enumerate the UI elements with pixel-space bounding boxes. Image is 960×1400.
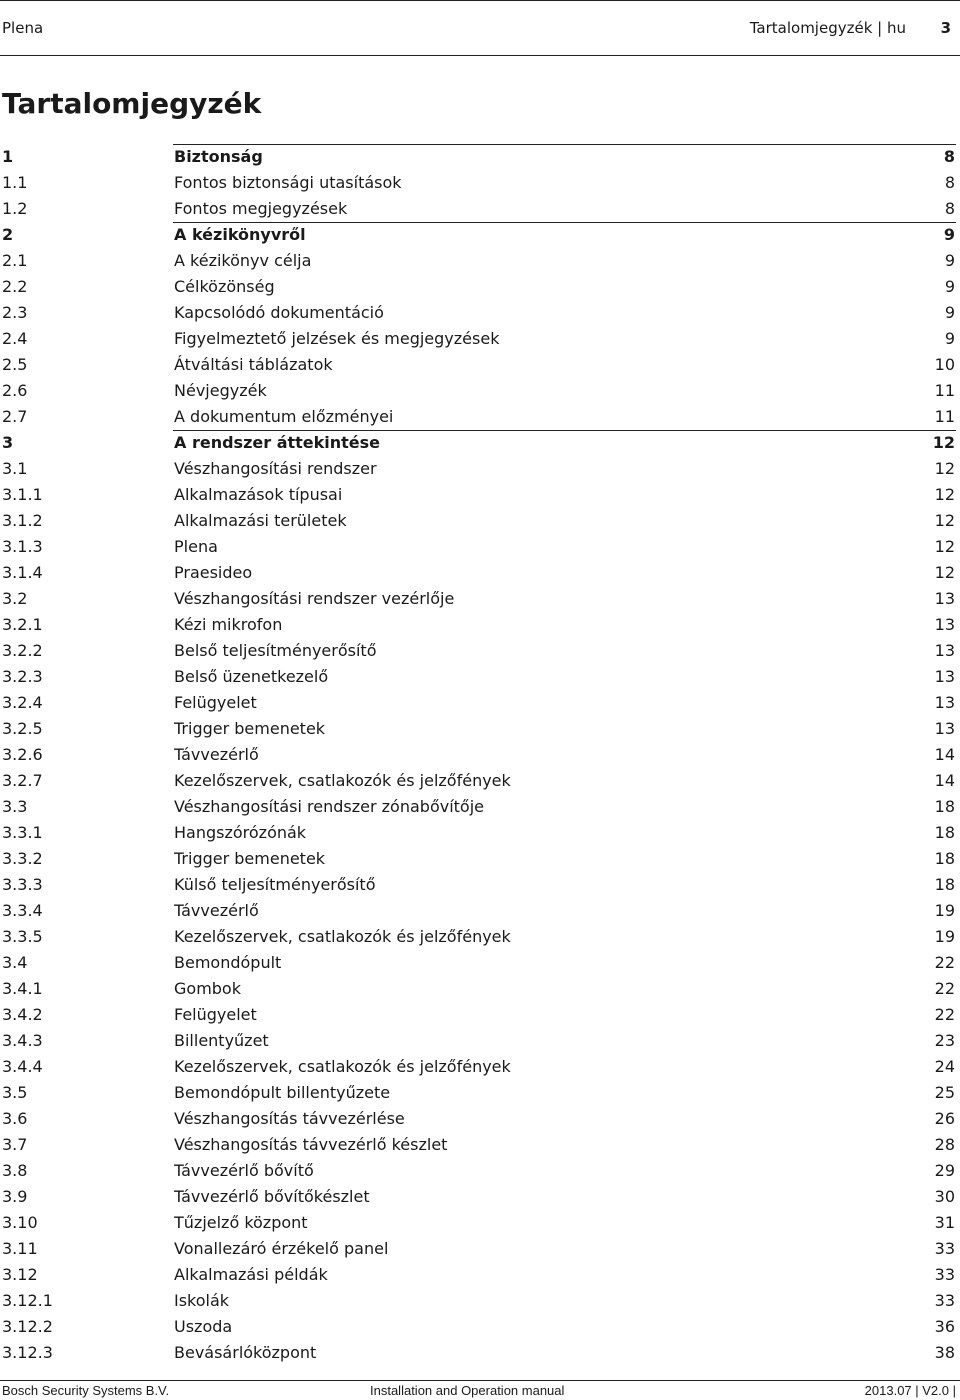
toc-entry-number: 3.2.3 (2, 667, 43, 686)
toc-entry-title: A rendszer áttekintése (174, 433, 381, 452)
toc-entry-title: Külső teljesítményerősítő (174, 875, 376, 894)
toc-entry-title: Uszoda (174, 1317, 233, 1336)
toc-entry-page: 18 (934, 849, 955, 868)
toc-entry[interactable] (0, 1314, 960, 1340)
toc-entry-page: 25 (934, 1083, 955, 1102)
toc-entry-page: 12 (934, 563, 955, 582)
toc-entry-title: Vészhangosítási rendszer (174, 459, 377, 478)
toc-entry-number: 3.1.1 (2, 485, 43, 504)
toc-entry-number: 3.4 (2, 953, 28, 972)
toc-entry-title: Névjegyzék (174, 381, 267, 400)
toc-entry-number: 3.1 (2, 459, 28, 478)
toc-entry-title: Trigger bemenetek (174, 849, 326, 868)
toc-entry[interactable] (0, 1106, 960, 1132)
toc-entry[interactable] (0, 144, 960, 170)
toc-entry-number: 3.4.4 (2, 1057, 43, 1076)
toc-entry-page: 9 (943, 225, 955, 244)
toc-entry-number: 2 (2, 225, 14, 244)
toc-entry-title: Célközönség (174, 277, 275, 296)
toc-entry-page: 14 (934, 745, 955, 764)
toc-entry-number: 3.1.4 (2, 563, 43, 582)
toc-entry-title: Iskolák (174, 1291, 230, 1310)
footer-version: 2013.07 | V2.0 | (864, 1383, 956, 1398)
toc-entry-title: Bemondópult billentyűzete (174, 1083, 391, 1102)
toc-entry-page: 29 (934, 1161, 955, 1180)
toc-entry-title: Biztonság (174, 147, 263, 166)
toc-entry-title: Alkalmazások típusai (174, 485, 343, 504)
toc-entry-title: Vonallezáró érzékelő panel (174, 1239, 389, 1258)
header-section-label: Tartalomjegyzék | hu (749, 19, 906, 37)
toc-entry-title: Gombok (174, 979, 241, 998)
toc-entry[interactable] (0, 1080, 960, 1106)
toc-entry-number: 3.5 (2, 1083, 28, 1102)
toc-entry[interactable] (0, 950, 960, 976)
toc-entry[interactable] (0, 1262, 960, 1288)
toc-entry-title: A kézikönyv célja (174, 251, 312, 270)
toc-entry-number: 3.3.1 (2, 823, 43, 842)
toc-entry[interactable] (0, 196, 960, 222)
toc-entry-page: 33 (934, 1291, 955, 1310)
toc-entry-number: 3.1.3 (2, 537, 43, 556)
toc-entry-page: 9 (944, 329, 955, 348)
toc-entry[interactable] (0, 430, 960, 456)
toc-entry-number: 3.3.3 (2, 875, 43, 894)
toc-entry-page: 33 (934, 1265, 955, 1284)
header-page-number: 3 (940, 19, 951, 37)
toc-entry-number: 3.12 (2, 1265, 38, 1284)
toc-entry[interactable] (0, 768, 960, 794)
toc-entry-number: 2.5 (2, 355, 28, 374)
toc-entry-title: Belső teljesítményerősítő (174, 641, 377, 660)
toc-entry-title: Alkalmazási területek (174, 511, 347, 530)
toc-entry-number: 3.2 (2, 589, 28, 608)
toc-entry-title: A kézikönyvről (174, 225, 306, 244)
toc-entry-title: Kezelőszervek, csatlakozók és jelzőfények (174, 1057, 511, 1076)
toc-entry-page: 18 (934, 875, 955, 894)
toc-entry-title: Billentyűzet (174, 1031, 269, 1050)
toc-entry-page: 38 (934, 1343, 955, 1362)
toc-entry-title: Vészhangosítás távvezérlése (174, 1109, 405, 1128)
toc-entry-number: 3.12.3 (2, 1343, 53, 1362)
toc-entry-page: 12 (932, 433, 955, 452)
toc-entry-number: 3.3.4 (2, 901, 43, 920)
toc-entry-page: 23 (934, 1031, 955, 1050)
toc-entry-title: Trigger bemenetek (174, 719, 326, 738)
toc-entry-title: Figyelmeztető jelzések és megjegyzések (174, 329, 500, 348)
toc-entry-title: Vészhangosítás távvezérlő készlet (174, 1135, 448, 1154)
toc-entry-number: 3 (2, 433, 14, 452)
toc-entry-number: 2.6 (2, 381, 28, 400)
toc-entry-title: Felügyelet (174, 693, 257, 712)
toc-entry-number: 3.2.6 (2, 745, 43, 764)
toc-entry[interactable] (0, 352, 960, 378)
toc-entry-number: 3.9 (2, 1187, 28, 1206)
toc-entry-title: Távvezérlő bővítő (174, 1161, 314, 1180)
toc-entry-page: 13 (934, 667, 955, 686)
toc-entry-page: 30 (934, 1187, 955, 1206)
toc-entry-number: 2.7 (2, 407, 28, 426)
toc-entry-title: Bemondópult (174, 953, 282, 972)
header-product-name: Plena (2, 19, 44, 37)
toc-entry-page: 22 (934, 979, 955, 998)
toc-entry-title: Átváltási táblázatok (174, 355, 333, 374)
toc-entry-title: Belső üzenetkezelő (174, 667, 329, 686)
page-footer (0, 1380, 960, 1399)
toc-entry-page: 31 (934, 1213, 955, 1232)
toc-entry[interactable] (0, 1054, 960, 1080)
toc-entry[interactable] (0, 586, 960, 612)
toc-entry[interactable] (0, 638, 960, 664)
toc-entry-title: Kézi mikrofon (174, 615, 283, 634)
toc-entry-page: 13 (934, 615, 955, 634)
toc-entry-page: 9 (944, 251, 955, 270)
toc-entry-title: Kezelőszervek, csatlakozók és jelzőfények (174, 771, 511, 790)
toc-entry-page: 9 (944, 277, 955, 296)
toc-entry-number: 1.1 (2, 173, 28, 192)
toc-entry-number: 2.2 (2, 277, 28, 296)
toc-entry[interactable] (0, 924, 960, 950)
toc-entry-number: 2.1 (2, 251, 28, 270)
toc-entry-page: 28 (934, 1135, 955, 1154)
toc-entry-title: Kapcsolódó dokumentáció (174, 303, 384, 322)
toc-entry-page: 19 (934, 901, 955, 920)
toc-entry-title: Praesideo (174, 563, 253, 582)
toc-entry-page: 11 (934, 381, 955, 400)
toc-entry[interactable] (0, 560, 960, 586)
toc-entry-number: 3.3.2 (2, 849, 43, 868)
toc-entry[interactable] (0, 456, 960, 482)
toc-entry[interactable] (0, 716, 960, 742)
toc-entry[interactable] (0, 820, 960, 846)
toc-entry-number: 3.4.3 (2, 1031, 43, 1050)
toc-entry-page: 24 (934, 1057, 955, 1076)
toc-entry-page: 9 (944, 303, 955, 322)
toc-entry-title: Vészhangosítási rendszer vezérlője (174, 589, 455, 608)
toc-entry-page: 11 (934, 407, 955, 426)
toc-entry-title: Kezelőszervek, csatlakozók és jelzőfények (174, 927, 511, 946)
toc-entry-page: 13 (934, 693, 955, 712)
toc-entry[interactable] (0, 404, 960, 430)
page-title: Tartalomjegyzék (2, 87, 262, 120)
toc-entry[interactable] (0, 1288, 960, 1314)
toc-entry-number: 3.7 (2, 1135, 28, 1154)
toc-entry-page: 12 (934, 537, 955, 556)
toc-entry[interactable] (0, 1340, 960, 1366)
page-header (0, 0, 960, 56)
toc-entry[interactable] (0, 222, 960, 248)
toc-entry[interactable] (0, 898, 960, 924)
toc-entry-page: 14 (934, 771, 955, 790)
toc-entry[interactable] (0, 846, 960, 872)
toc-entry-title: Távvezérlő (174, 901, 259, 920)
toc-entry-number: 3.12.2 (2, 1317, 53, 1336)
toc-entry-title: A dokumentum előzményei (174, 407, 394, 426)
toc-entry-title: Alkalmazási példák (174, 1265, 328, 1284)
toc-entry[interactable] (0, 612, 960, 638)
toc-entry-number: 2.3 (2, 303, 28, 322)
toc-entry-page: 33 (934, 1239, 955, 1258)
toc-entry[interactable] (0, 1236, 960, 1262)
toc-entry-number: 2.4 (2, 329, 28, 348)
toc-entry[interactable] (0, 690, 960, 716)
toc-entry-number: 3.2.1 (2, 615, 43, 634)
toc-entry[interactable] (0, 1158, 960, 1184)
toc-entry-title: Távvezérlő (174, 745, 259, 764)
toc-entry-number: 3.12.1 (2, 1291, 53, 1310)
toc-entry-number: 1 (2, 147, 14, 166)
toc-entry[interactable] (0, 170, 960, 196)
toc-entry[interactable] (0, 1132, 960, 1158)
toc-entry-number: 3.3 (2, 797, 28, 816)
toc-entry-title: Felügyelet (174, 1005, 257, 1024)
toc-entry[interactable] (0, 1184, 960, 1210)
toc-entry-title: Bevásárlóközpont (174, 1343, 317, 1362)
toc-entry-number: 3.2.5 (2, 719, 43, 738)
toc-entry-page: 8 (944, 199, 955, 218)
toc-entry-page: 13 (934, 589, 955, 608)
toc-entry-page: 8 (943, 147, 955, 166)
toc-entry-number: 3.6 (2, 1109, 28, 1128)
toc-entry-number: 1.2 (2, 199, 28, 218)
toc-entry[interactable] (0, 1002, 960, 1028)
toc-entry-page: 10 (934, 355, 955, 374)
toc-entry-number: 3.4.2 (2, 1005, 43, 1024)
toc-entry-title: Vészhangosítási rendszer zónabővítője (174, 797, 484, 816)
toc-entry-page: 12 (934, 485, 955, 504)
toc-entry[interactable] (0, 300, 960, 326)
toc-entry-number: 3.11 (2, 1239, 38, 1258)
table-of-contents (0, 144, 960, 1366)
toc-entry-page: 36 (934, 1317, 955, 1336)
toc-entry-number: 3.2.7 (2, 771, 43, 790)
toc-entry[interactable] (0, 326, 960, 352)
toc-entry[interactable] (0, 482, 960, 508)
toc-entry-page: 18 (934, 797, 955, 816)
toc-entry-title: Tűzjelző központ (174, 1213, 308, 1232)
toc-entry-page: 22 (934, 953, 955, 972)
toc-entry-number: 3.4.1 (2, 979, 43, 998)
toc-entry[interactable] (0, 274, 960, 300)
footer-document-title: Installation and Operation manual (370, 1383, 565, 1398)
toc-entry[interactable] (0, 248, 960, 274)
toc-entry-page: 13 (934, 641, 955, 660)
toc-entry-page: 12 (934, 511, 955, 530)
toc-entry[interactable] (0, 508, 960, 534)
toc-entry[interactable] (0, 872, 960, 898)
toc-entry-number: 3.8 (2, 1161, 28, 1180)
toc-entry-number: 3.2.4 (2, 693, 43, 712)
toc-entry-number: 3.1.2 (2, 511, 43, 530)
toc-entry-page: 13 (934, 719, 955, 738)
toc-entry[interactable] (0, 1210, 960, 1236)
toc-entry-number: 3.3.5 (2, 927, 43, 946)
toc-entry[interactable] (0, 1028, 960, 1054)
toc-entry-title: Plena (174, 537, 218, 556)
toc-entry-title: Fontos megjegyzések (174, 199, 348, 218)
toc-entry-number: 3.10 (2, 1213, 38, 1232)
toc-entry-page: 19 (934, 927, 955, 946)
toc-entry-title: Távvezérlő bővítőkészlet (174, 1187, 370, 1206)
toc-entry-page: 12 (934, 459, 955, 478)
toc-entry-number: 3.2.2 (2, 641, 43, 660)
toc-entry-title: Hangszórózónák (174, 823, 307, 842)
toc-entry[interactable] (0, 742, 960, 768)
toc-entry-page: 8 (944, 173, 955, 192)
toc-entry[interactable] (0, 664, 960, 690)
toc-entry-page: 26 (934, 1109, 955, 1128)
footer-company: Bosch Security Systems B.V. (2, 1383, 170, 1398)
toc-entry-title: Fontos biztonsági utasítások (174, 173, 402, 192)
toc-entry[interactable] (0, 976, 960, 1002)
toc-entry[interactable] (0, 534, 960, 560)
toc-entry-page: 18 (934, 823, 955, 842)
toc-entry-page: 22 (934, 1005, 955, 1024)
toc-entry[interactable] (0, 794, 960, 820)
toc-entry[interactable] (0, 378, 960, 404)
